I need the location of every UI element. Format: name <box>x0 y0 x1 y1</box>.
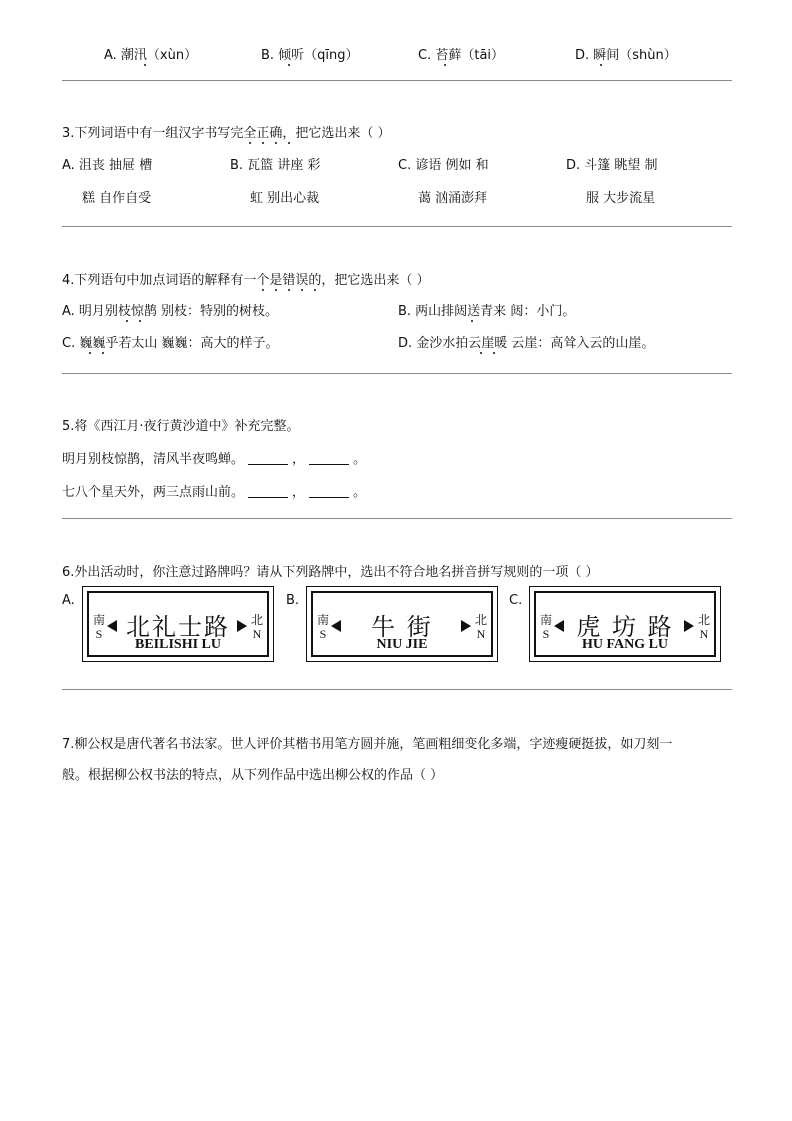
emphasis-dot <box>471 320 473 322</box>
emphasis-dot <box>249 142 251 144</box>
sign-pinyin: BEILISHI LU <box>135 637 221 652</box>
divider <box>62 689 732 690</box>
emphasis-dot <box>275 142 277 144</box>
q6-stem: 6.外出活动时，你注意过路牌吗？请从下列路牌中，选出不符合地名拼音拼写规则的一项（ ） <box>62 565 599 580</box>
emphasis-dot <box>144 64 146 66</box>
emphasis-dot <box>89 352 91 354</box>
emphasis-dot <box>444 64 446 66</box>
q2-option-a: A. 潮汛（xùn） <box>104 48 198 63</box>
period: 。 <box>353 452 367 467</box>
divider <box>62 80 732 81</box>
period: 。 <box>353 485 367 500</box>
comma: ， <box>292 485 306 500</box>
q2-option-b: B. 倾听（qīng） <box>261 48 359 63</box>
q3-option-b-line1: B. 瓦篮 讲座 彩 <box>230 158 321 173</box>
emphasis-dot <box>301 289 303 291</box>
north-label: 北 N <box>697 613 710 641</box>
emphasis-dot <box>102 352 104 354</box>
q5-line1-text: 明月别枝惊鹊，清风半夜鸣蝉。 <box>62 452 245 467</box>
sign-name: 虎 坊 路 <box>576 613 674 641</box>
q6-option-c-label: C. <box>509 593 523 608</box>
arrow-right-icon <box>684 620 694 632</box>
sign-name: 牛 街 <box>371 613 433 641</box>
south-label: 南 S <box>93 613 106 641</box>
q4-option-a: A. 明月别枝惊鹊 别枝：特别的树枝。 <box>62 304 279 319</box>
q4-option-d: D. 金沙水拍云崖暖 云崖：高耸入云的山崖。 <box>398 336 655 351</box>
q3-stem: 3.下列词语中有一组汉字书写完全正确，把它选出来（ ） <box>62 126 391 141</box>
q5-line2-text: 七八个星天外，两三点雨山前。 <box>62 485 245 500</box>
divider <box>62 518 732 519</box>
q2-option-d: D. 瞬间（shùn） <box>575 48 677 63</box>
north-label: 北 N <box>250 613 263 641</box>
q7-line1: 7.柳公权是唐代著名书法家。世人评价其楷书用笔方圆并施，笔画粗细变化多端，字迹瘦硬挺拔，如刀刻一 <box>62 737 673 752</box>
q2-option-c: C. 苔藓（tāi） <box>418 48 505 63</box>
sign-frame <box>87 591 269 657</box>
emphasis-dot <box>600 64 602 66</box>
divider <box>62 226 732 227</box>
south-label: 南 S <box>540 613 553 641</box>
emphasis-dot <box>288 289 290 291</box>
q3-option-d-line2: 服 大步流星 <box>586 191 656 206</box>
south-label: 南 S <box>317 613 330 641</box>
q3-option-a-line1: A. 沮丧 抽屉 槽 <box>62 158 153 173</box>
emphasis-dot <box>275 289 277 291</box>
q3-option-c-line1: C. 谚语 例如 和 <box>398 158 489 173</box>
q6-option-a-label: A. <box>62 593 75 608</box>
fill-blank[interactable] <box>309 452 349 465</box>
q5-stem: 5.将《西江月·夜行黄沙道中》补充完整。 <box>62 419 300 434</box>
emphasis-dot <box>262 289 264 291</box>
road-sign-b <box>306 586 498 662</box>
q3-option-d-line1: D. 斗篷 眺望 制 <box>566 158 658 173</box>
divider <box>62 373 732 374</box>
emphasis-dot <box>314 289 316 291</box>
q3-option-b-line2: 虹 别出心裁 <box>250 191 320 206</box>
q4-option-b: B. 两山排闼送青来 闼：小门。 <box>398 304 576 319</box>
north-label: 北 N <box>474 613 487 641</box>
sign-frame <box>311 591 493 657</box>
emphasis-dot <box>480 352 482 354</box>
emphasis-dot <box>139 320 141 322</box>
fill-blank[interactable] <box>309 485 349 498</box>
arrow-right-icon <box>461 620 471 632</box>
q3-option-c-line2: 蔼 汹涌澎拜 <box>418 191 488 206</box>
arrow-right-icon <box>237 620 247 632</box>
q5-line1 <box>62 448 366 467</box>
road-sign-a <box>82 586 274 662</box>
emphasis-dot <box>288 142 290 144</box>
emphasis-dot <box>288 64 290 66</box>
sign-pinyin: NIU JIE <box>376 637 428 652</box>
sign-pinyin: HU FANG LU <box>581 637 669 652</box>
emphasis-dot <box>262 142 264 144</box>
q5-line2 <box>62 481 366 500</box>
fill-blank[interactable] <box>248 452 288 465</box>
q6-option-b-label: B. <box>286 593 300 608</box>
sign-name: 北礼士路 <box>126 613 230 641</box>
emphasis-dot <box>126 320 128 322</box>
q7-line2: 般。根据柳公权书法的特点，从下列作品中选出柳公权的作品（ ） <box>62 768 444 783</box>
road-sign-c <box>529 586 721 662</box>
fill-blank[interactable] <box>248 485 288 498</box>
q3-option-a-line2: 糕 自作自受 <box>82 191 152 206</box>
q4-option-c: C. 巍巍乎若太山 巍巍：高大的样子。 <box>62 336 279 351</box>
sign-frame <box>534 591 716 657</box>
emphasis-dot <box>493 352 495 354</box>
comma: ， <box>292 452 306 467</box>
q4-stem: 4.下列语句中加点词语的解释有一个是错误的，把它选出来（ ） <box>62 273 430 288</box>
